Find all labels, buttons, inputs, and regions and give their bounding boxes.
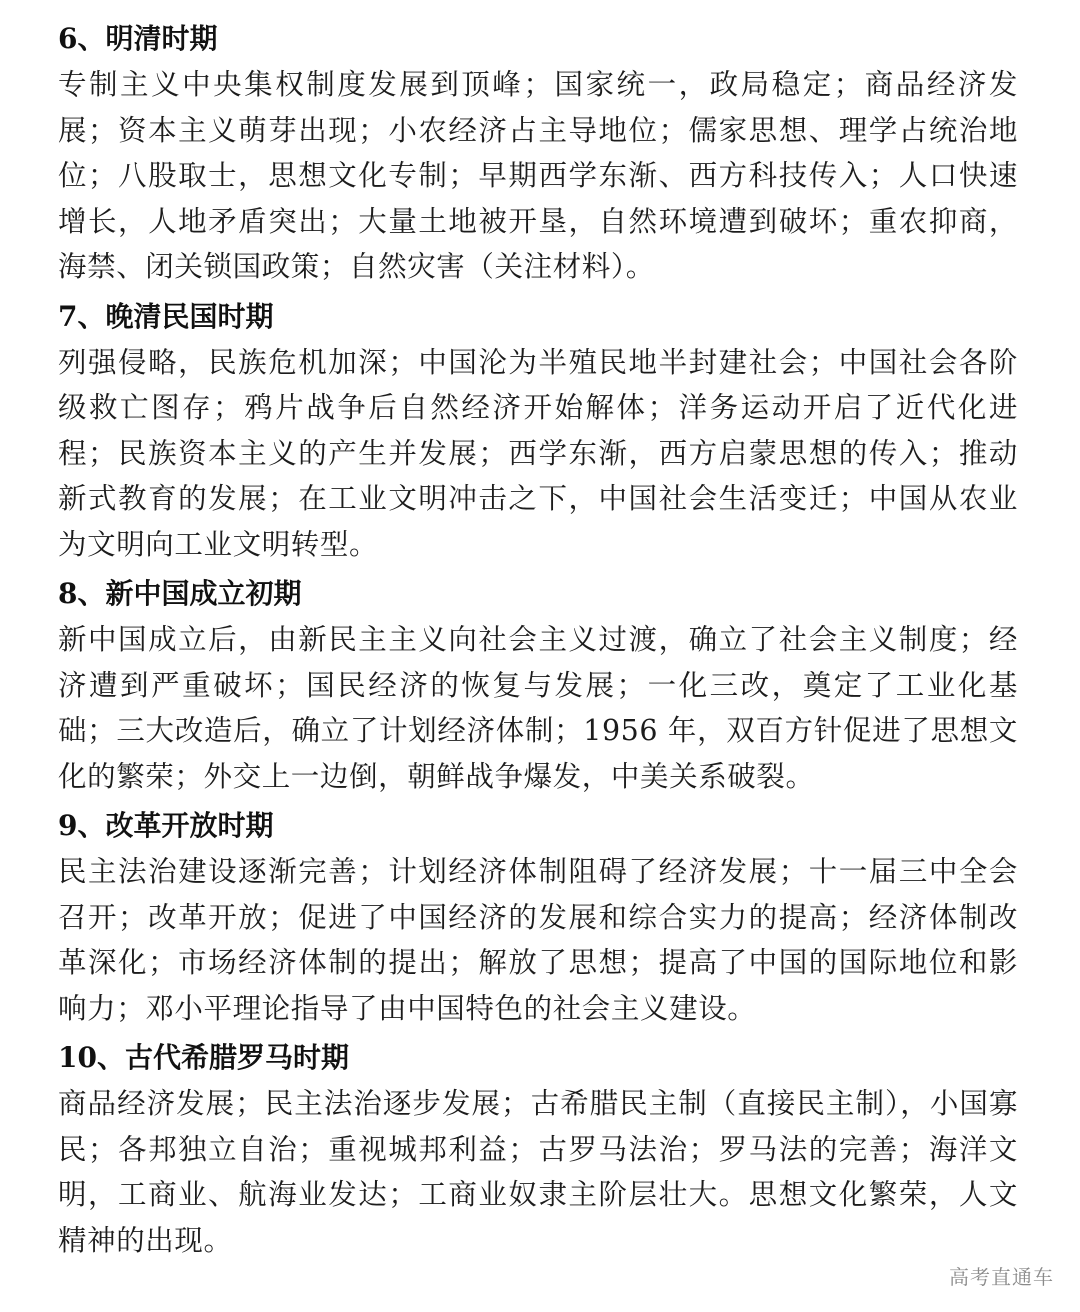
section-body: 民主法治建设逐渐完善；计划经济体制阻碍了经济发展；十一届三中全会召开；改革开放；促进了中国经济的发展和综合实力的提高；经济体制改革深化；市场经济体制的提出；解放了思想；提高了中国的国际地位和影响力；邓小平理论指导了由中国特色的社会主义建设。 xyxy=(58,855,1018,1025)
watermark: 高考直通车 xyxy=(949,1265,1054,1289)
section-body: 商品经济发展；民主法治逐步发展；古希腊民主制（直接民主制），小国寡民；各邦独立自治；重视城邦利益；古罗马法治；罗马法的完善；海洋文明，工商业、航海业发达；工商业奴隶主阶层壮大。思想文化繁荣，人文精神的出现。 xyxy=(58,1087,1018,1257)
section-body: 新中国成立后，由新民主主义向社会主义过渡，确立了社会主义制度；经济遭到严重破坏；国民经济的恢复与发展；一化三改，奠定了工业化基础；三大改造后，确立了计划经济体制；1956 年，双百方针促进了思想文化的繁荣；外交上一边倒，朝鲜战争爆发，中美关系破裂。 xyxy=(58,623,1018,793)
section-heading: 9、改革开放时期 xyxy=(58,809,274,842)
document-page xyxy=(58,20,1018,1263)
section-heading: 6、明清时期 xyxy=(58,22,218,55)
section-greece-rome xyxy=(58,1039,1018,1263)
section-heading: 10、古代希腊罗马时期 xyxy=(58,1041,349,1074)
section-reform-opening xyxy=(58,807,1018,1031)
section-late-qing-republic xyxy=(58,298,1018,568)
section-heading: 7、晚清民国时期 xyxy=(58,299,274,333)
section-early-prc xyxy=(58,575,1018,799)
section-ming-qing xyxy=(58,20,1018,290)
section-heading: 8、新中国成立初期 xyxy=(58,577,302,610)
section-body: 列强侵略，民族危机加深；中国沦为半殖民地半封建社会；中国社会各阶级救亡图存；鸦片战争后自然经济开始解体；洋务运动开启了近代化进程；民族资本主义的产生并发展；西学东渐，西方启蒙思想的传入；推动新式教育的发展；在工业文明冲击之下，中国社会生活变迁；中国从农业为文明向工业文明转型。 xyxy=(58,345,1018,561)
section-body: 专制主义中央集权制度发展到顶峰；国家统一，政局稳定；商品经济发展；资本主义萌芽出现；小农经济占主导地位；儒家思想、理学占统治地位；八股取士，思想文化专制；早期西学东渐、西方科技传入；人口快速增长，人地矛盾突出；大量土地被开垦，自然环境遭到破坏；重农抑商，海禁、闭关锁国政策；自然灾害（关注材料）。 xyxy=(58,68,1018,283)
